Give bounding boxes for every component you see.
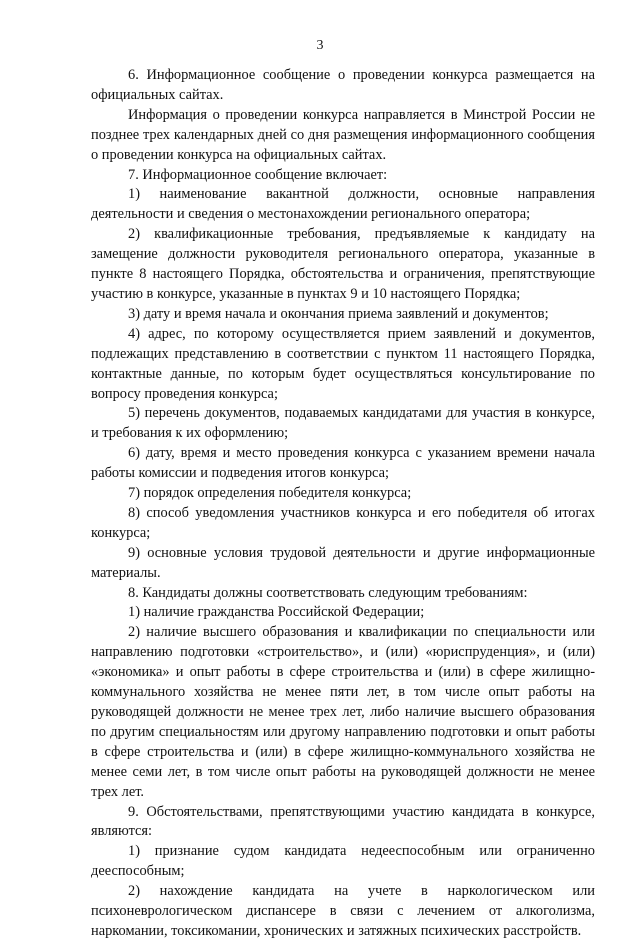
paragraph-ministry-notice: Информация о проведении конкурса направляется в Минстрой России не позднее трех календарных дней со дня размещения информационного сообщения о проведении конкурса на официальных сайтах. (91, 106, 595, 163)
page-number: 3 (316, 38, 324, 53)
list-item-7-4: 4) адрес, по которому осуществляется прием заявлений и документов, подлежащих представлению в соответствии с пунктом 11 настоящего Порядка, контактные данные, по которым будет осуществляться консультирование по вопросу проведения конкурса; (91, 325, 595, 402)
list-item-7-1: 1) наименование вакантной должности, основные направления деятельности и сведения о местонахождении регионального оператора; (91, 186, 595, 223)
list-item-8-1: 1) наличие гражданства Российской Федерации; (128, 604, 425, 621)
list-item-7-9: 9) основные условия трудовой деятельности и другие информационные материалы. (91, 544, 595, 581)
list-item-7-7: 7) порядок определения победителя конкурса; (128, 485, 412, 502)
list-item-7-8: 8) способ уведомления участников конкурса и его победителя об итогах конкурса; (91, 504, 595, 541)
list-item-7-6: 6) дату, время и место проведения конкурса с указанием времени начала работы комиссии и подведения итогов конкурса; (91, 445, 595, 482)
list-item-9-2: 2) нахождение кандидата на учете в наркологическом или психоневрологическом диспансере в связи с лечением от алкоголизма, наркомании, токсикомании, хронических и затяжных психических расстройств. (91, 883, 595, 939)
list-item-8-2: 2) наличие высшего образования и квалификации по специальности или направлению подготовки «строительство», и (или) «юриспруденция», и (или) «экономика» и опыт работы в сфере строительства и (или) в сфере жилищно-коммунального хозяйства не менее пяти лет, в том числе опыт работы на руководящей должности не менее трех лет, либо наличие высшего образования по другим специальностям или другому направлению подготовки и опыт работы в сфере строительства и (или) в сфере жилищно-коммунального хозяйства не менее семи лет, в том числе опыт работы на руководящей должности не менее трех лет. (91, 624, 595, 800)
document-body (91, 66, 595, 942)
paragraph-7-heading: 7. Информационное сообщение включает: (128, 166, 388, 183)
list-item-7-3: 3) дату и время начала и окончания приема заявлений и документов; (128, 305, 549, 322)
list-item-7-5: 5) перечень документов, подаваемых кандидатами для участия в конкурсе, и требования к их оформлению; (91, 405, 595, 442)
list-item-9-1: 1) признание судом кандидата недееспособным или ограниченно дееспособным; (91, 843, 595, 880)
paragraph-9-heading: 9. Обстоятельствами, препятствующими участию кандидата в конкурсе, являются: (91, 803, 595, 840)
paragraph-8-heading: 8. Кандидаты должны соответствовать следующим требованиям: (128, 584, 528, 601)
list-item-7-2: 2) квалификационные требования, предъявляемые к кандидату на замещение должности руководителя регионального оператора, указанные в пункте 8 настоящего Порядка, обстоятельства и ограничения, препятствующие участию в конкурсе, указанные в пунктах 9 и 10 настоящего Порядка; (91, 226, 595, 302)
paragraph-6-announcement: 6. Информационное сообщение о проведении конкурса размещается на официальных сайтах. (91, 67, 595, 103)
